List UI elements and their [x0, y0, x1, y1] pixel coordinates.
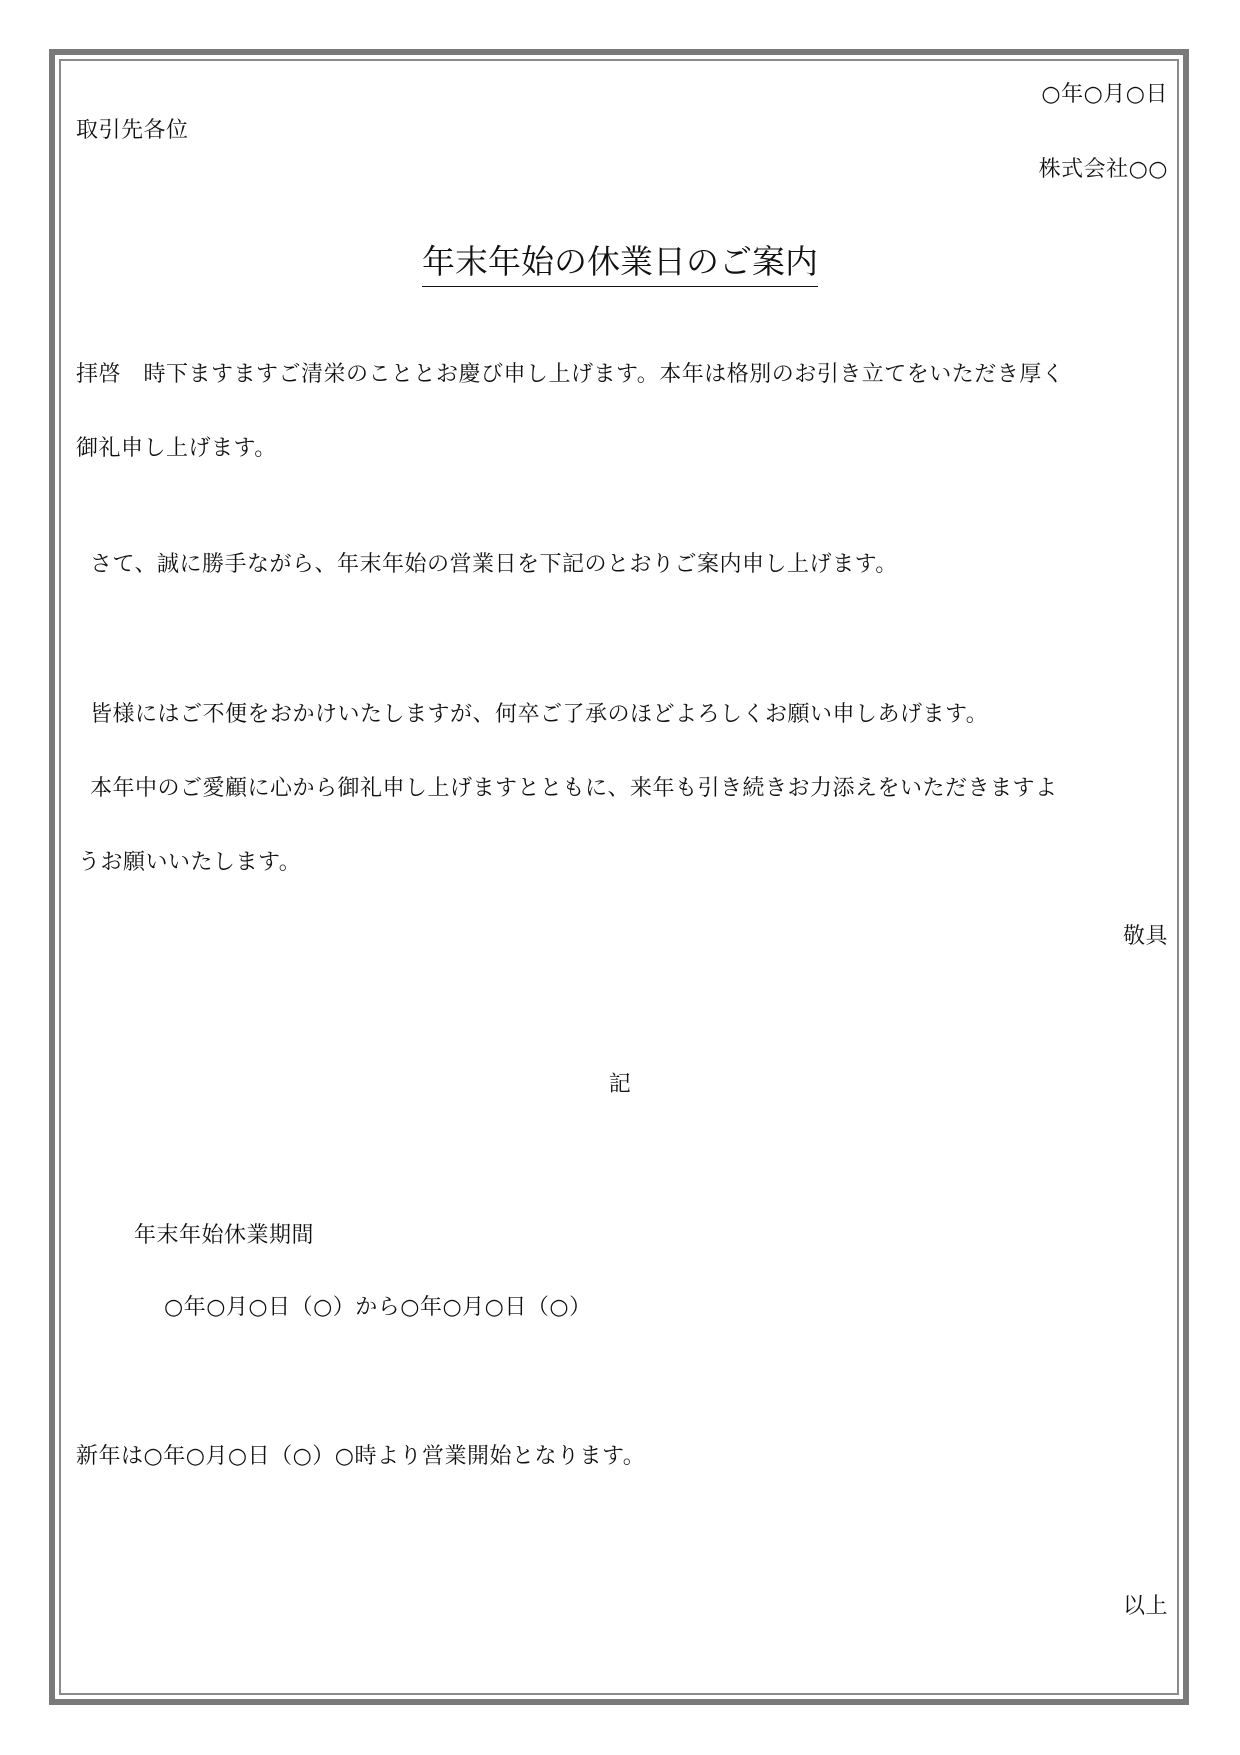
- document-title-text: 年末年始の休業日のご案内: [422, 240, 818, 287]
- sender-company: 株式会社○○: [1038, 157, 1168, 182]
- holiday-period-label: 年末年始休業期間: [134, 1223, 315, 1248]
- new-year-opening: 新年は○年○月○日（○）○時より営業開始となります。: [76, 1444, 646, 1469]
- closing-keigu: 敬具: [1122, 924, 1168, 949]
- greeting-line-2: 御礼申し上げます。: [76, 436, 277, 461]
- recipient: 取引先各位: [76, 118, 189, 143]
- closing-ijou: 以上: [1122, 1594, 1168, 1619]
- paragraph-announcement: さて、誠に勝手ながら、年末年始の営業日を下記のとおりご案内申し上げます。: [90, 552, 898, 577]
- paragraph-apology: 皆様にはご不便をおかけいたしますが、何卒ご了承のほどよろしくお願い申しあげます。: [90, 702, 989, 727]
- greeting-line-1: 拝啓 時下ますますご清栄のこととお慶び申し上げます。本年は格別のお引き立てをいただき厚く: [76, 362, 1065, 387]
- paragraph-thanks-line-1: 本年中のご愛顧に心から御礼申し上げますとともに、来年も引き続きお力添えをいただきますよ: [90, 776, 1058, 801]
- paragraph-thanks-line-2: うお願いいたします。: [78, 850, 302, 875]
- notes-heading: 記: [608, 1072, 632, 1097]
- document-title: [0, 240, 1240, 287]
- holiday-period-value: ○年○月○日（○）から○年○月○日（○）: [164, 1295, 592, 1320]
- document-date: ○年○月○日: [1041, 82, 1168, 107]
